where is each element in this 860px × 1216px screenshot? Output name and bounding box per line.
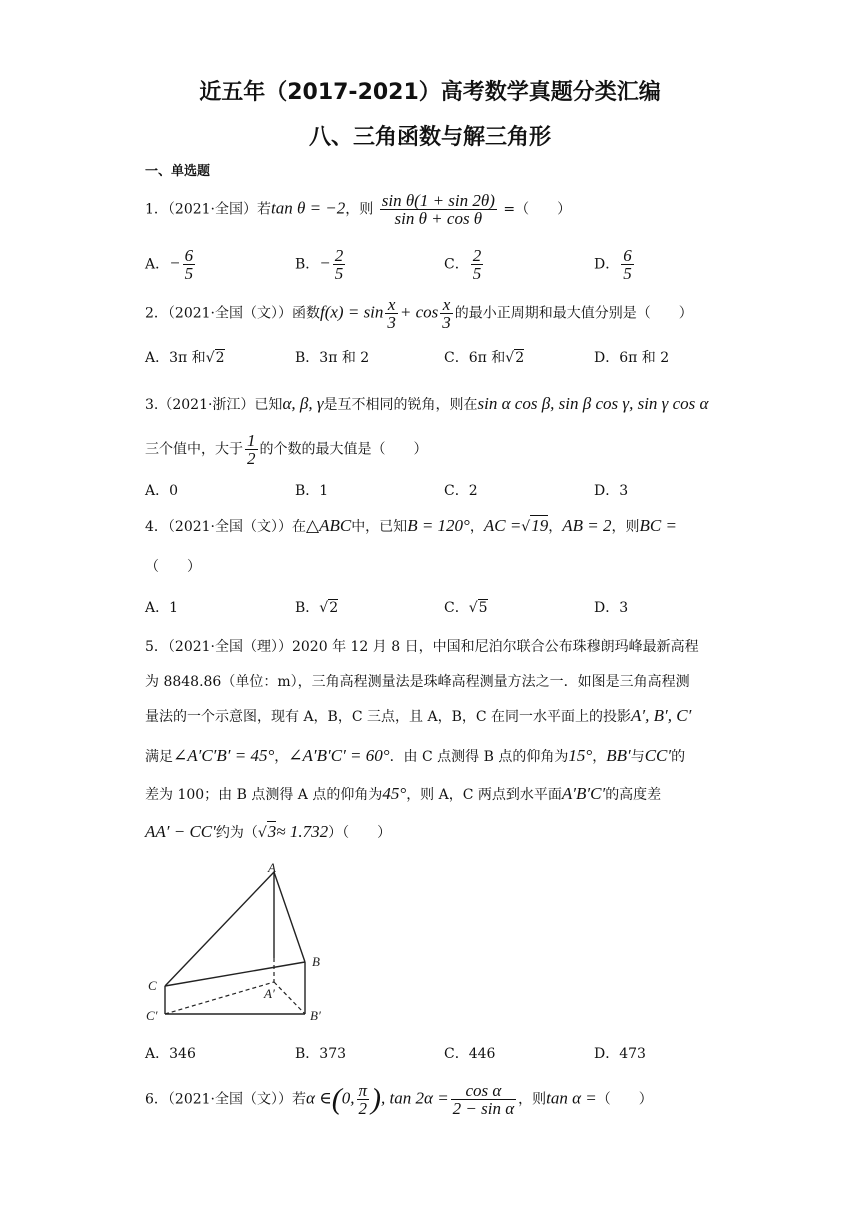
label-a: A — [268, 860, 276, 875]
label-b-prime: B′ — [310, 1008, 321, 1023]
question-3: 3.（2021·浙江）已知α, β, γ是互不相同的锐角，则在sin α cos β, sin β cos γ, sin γ cos α — [145, 394, 709, 413]
q3-option-d[interactable]: D．3 — [594, 483, 629, 499]
question-5-line-1: 5．（2021·全国（理））2020 年 12 月 8 日，中国和尼泊尔联合公布珠穆朗玛峰最新高程 — [145, 639, 699, 655]
q2-option-d[interactable]: D．6π 和 2 — [594, 350, 670, 366]
page-subtitle: 八、三角函数与解三角形 — [308, 125, 551, 150]
question-5-line-4: 满足∠A′C′B′ = 45°，∠A′B′C′ = 60°．由 C 点测得 B 点的仰角为15°，BB′与CC′的 — [145, 746, 686, 765]
q1-option-b[interactable]: B．− $\frac{2}{5}$ — [295, 246, 344, 283]
question-4: 4．（2021·全国（文））在△ABC中，已知B = 120°，AC =√19，AB = 2，则BC = — [145, 516, 677, 535]
q4-option-c[interactable]: C．√5 — [444, 600, 488, 616]
q3-option-c[interactable]: C．2 — [444, 483, 478, 499]
q5-option-a[interactable]: A．346 — [145, 1046, 196, 1062]
q3-option-a[interactable]: A．0 — [145, 483, 179, 499]
q1-option-a[interactable]: A．− $\frac{6}{5}$ — [145, 246, 194, 283]
q4-option-d[interactable]: D．3 — [594, 600, 629, 616]
section-heading: 一、单选题 — [145, 164, 211, 179]
q1-condition: tan θ = −2 — [271, 198, 346, 218]
question-5-line-5: 差为 100；由 B 点测得 A 点的仰角为45°，则 A，C 两点到水平面A′B′C′的高度差 — [145, 784, 662, 803]
q2-option-b[interactable]: B．3π 和 2 — [295, 350, 370, 366]
question-2: 2．（2021·全国（文））函数f(x) = sin $\frac{x}{3}$ + cos $\frac{x}{3}$ 的最小正周期和最大值分别是（ ） — [145, 295, 693, 332]
q1-fraction: $\frac{\text{sin θ(1 + sin 2θ)}}{\text{sin θ + cos θ}}$ — [381, 191, 495, 228]
question-6: 6．（2021·全国（文））若α ∈(0, $\frac{\pi}{2}$ ), tan 2α = $\frac{\text{cos α}}{\text{2 − sin α}}$ ，则tan α =（ ） — [145, 1081, 653, 1118]
q2-option-a[interactable]: A．3π 和√2 — [145, 350, 225, 366]
q1-option-c[interactable]: C． $\frac{2}{5}$ — [444, 246, 482, 283]
label-c-prime: C′ — [146, 1008, 158, 1023]
label-c: C — [148, 978, 157, 993]
triangulation-figure — [140, 860, 340, 1030]
q1-option-d[interactable]: D． $\frac{6}{5}$ — [594, 246, 632, 283]
question-5-line-2: 为 8848.86（单位：m），三角高程测量法是珠峰高程测量方法之一．如图是三角高程测 — [145, 674, 690, 690]
label-a-prime: A′ — [264, 986, 275, 1001]
q3-option-b[interactable]: B．1 — [295, 483, 329, 499]
q4-option-b[interactable]: B．√2 — [295, 600, 339, 616]
question-4-line-2: （ ） — [145, 559, 201, 575]
page-title: 近五年（2017-2021）高考数学真题分类汇编 — [199, 80, 661, 105]
question-5-line-6: AA′ − CC′约为（√3≈ 1.732）（ ） — [145, 822, 392, 841]
q5-option-b[interactable]: B．373 — [295, 1046, 347, 1062]
q5-option-d[interactable]: D．473 — [594, 1046, 646, 1062]
question-1: 1．（2021·全国）若tan θ = −2，则 $\frac{\text{sin θ(1 + sin 2θ)}}{\text{sin θ + cos θ}}$ =（ ） — [145, 191, 572, 228]
question-5-line-3: 量法的一个示意图，现有 A，B，C 三点，且 A，B，C 在同一水平面上的投影A′, B′, C′ — [145, 706, 692, 725]
q4-option-a[interactable]: A．1 — [145, 600, 179, 616]
q5-option-c[interactable]: C．446 — [444, 1046, 496, 1062]
question-3-line-2: 三个值中，大于 $\frac{1}{2}$ 的个数的最大值是（ ） — [145, 431, 428, 468]
label-b: B — [312, 954, 320, 969]
q2-option-c[interactable]: C．6π 和√2 — [444, 350, 525, 366]
